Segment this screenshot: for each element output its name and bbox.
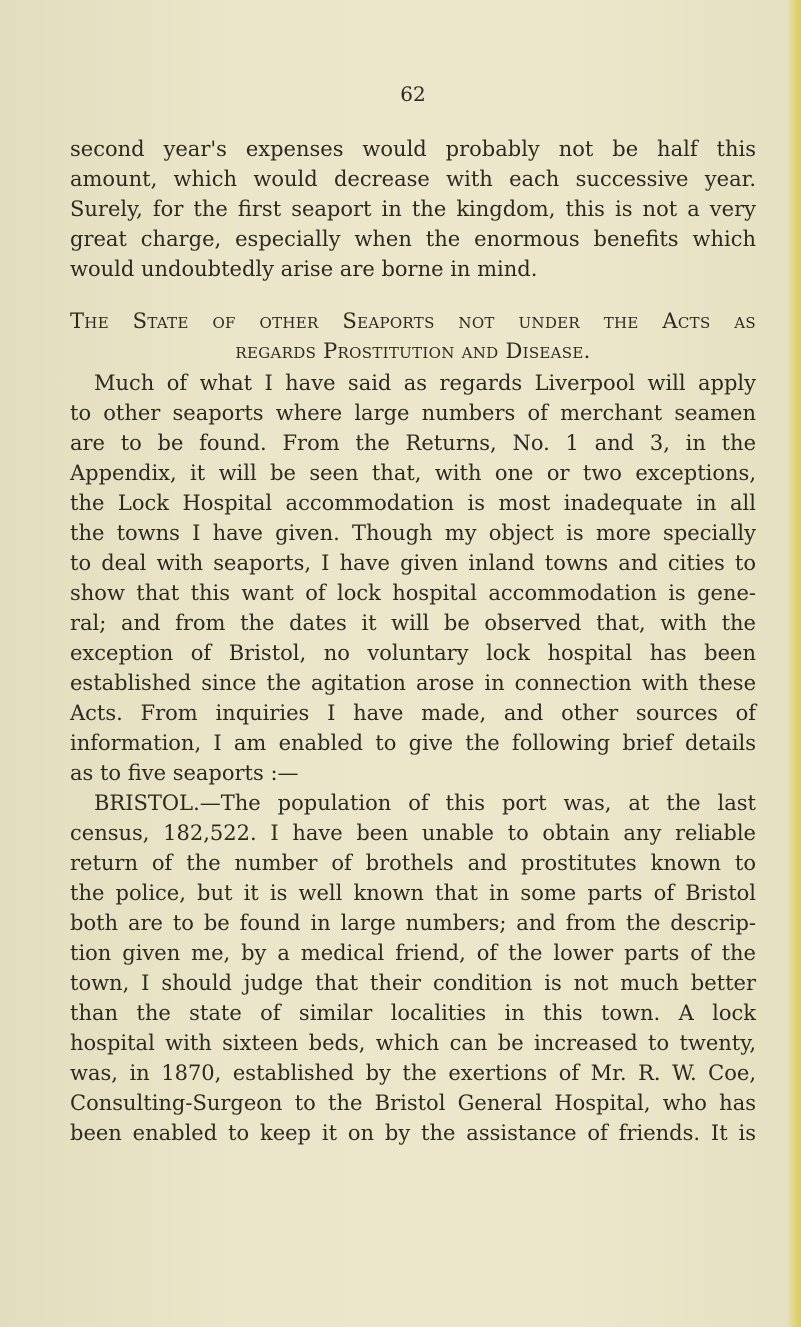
paragraph-3-line: BRISTOL.—The population of this port was, at the last bbox=[94, 791, 756, 815]
section-heading-line: regards Prostitution and Disease. bbox=[235, 339, 591, 363]
paragraph-3-line: than the state of similar localities in this town. A lock bbox=[70, 1001, 756, 1025]
paragraph-2-line: the towns I have given. Though my object is more specially bbox=[70, 521, 756, 545]
paragraph-1-line: would undoubtedly arise are borne in mind. bbox=[70, 257, 538, 281]
paragraph-2-line: Appendix, it will be seen that, with one or two exceptions, bbox=[70, 461, 756, 485]
paragraph-3-line: tion given me, by a medical friend, of the lower parts of the bbox=[70, 941, 756, 965]
paragraph-3-line: hospital with sixteen beds, which can be increased to twenty, bbox=[70, 1031, 756, 1055]
page-edge bbox=[787, 0, 801, 1327]
paragraph-2-line: Acts. From inquiries I have made, and other sources of bbox=[70, 701, 756, 725]
paragraph-3-line: the police, but it is well known that in some parts of Bristol bbox=[70, 881, 756, 905]
paragraph-2-line: show that this want of lock hospital accommodation is gene- bbox=[70, 581, 756, 605]
paragraph-1-line: great charge, especially when the enormous benefits which bbox=[70, 227, 756, 251]
paragraph-2-line: established since the agitation arose in connection with these bbox=[70, 671, 756, 695]
paragraph-3-line: was, in 1870, established by the exertions of Mr. R. W. Coe, bbox=[70, 1061, 756, 1085]
paragraph-3-line: town, I should judge that their condition is not much better bbox=[70, 971, 756, 995]
paragraph-2-line: the Lock Hospital accommodation is most inadequate in all bbox=[70, 491, 756, 515]
page-number: 62 bbox=[400, 82, 426, 106]
paragraph-2-line: to deal with seaports, I have given inland towns and cities to bbox=[70, 551, 756, 575]
paragraph-2-line: information, I am enabled to give the following brief details bbox=[70, 731, 756, 755]
section-heading-line: The State of other Seaports not under the Acts as bbox=[70, 309, 756, 333]
paragraph-2-line: Much of what I have said as regards Liverpool will apply bbox=[94, 371, 756, 395]
paragraph-2-line: to other seaports where large numbers of merchant seamen bbox=[70, 401, 756, 425]
paragraph-2-line: as to five seaports :— bbox=[70, 761, 299, 785]
paragraph-1-line: second year's expenses would probably not be half this bbox=[70, 137, 756, 161]
paragraph-2-line: exception of Bristol, no voluntary lock hospital has been bbox=[70, 641, 756, 665]
paragraph-3-line: been enabled to keep it on by the assistance of friends. It is bbox=[70, 1121, 756, 1145]
paragraph-3-line: both are to be found in large numbers; and from the descrip- bbox=[70, 911, 756, 935]
paragraph-3-line: Consulting-Surgeon to the Bristol General Hospital, who has bbox=[70, 1091, 756, 1115]
paragraph-1-line: Surely, for the first seaport in the kingdom, this is not a very bbox=[70, 197, 756, 221]
paragraph-2-line: ral; and from the dates it will be observed that, with the bbox=[70, 611, 756, 635]
paragraph-2-line: are to be found. From the Returns, No. 1 and 3, in the bbox=[70, 431, 756, 455]
paragraph-3-line: census, 182,522. I have been unable to obtain any reliable bbox=[70, 821, 756, 845]
paragraph-1-line: amount, which would decrease with each successive year. bbox=[70, 167, 756, 191]
paragraph-3-line: return of the number of brothels and prostitutes known to bbox=[70, 851, 756, 875]
